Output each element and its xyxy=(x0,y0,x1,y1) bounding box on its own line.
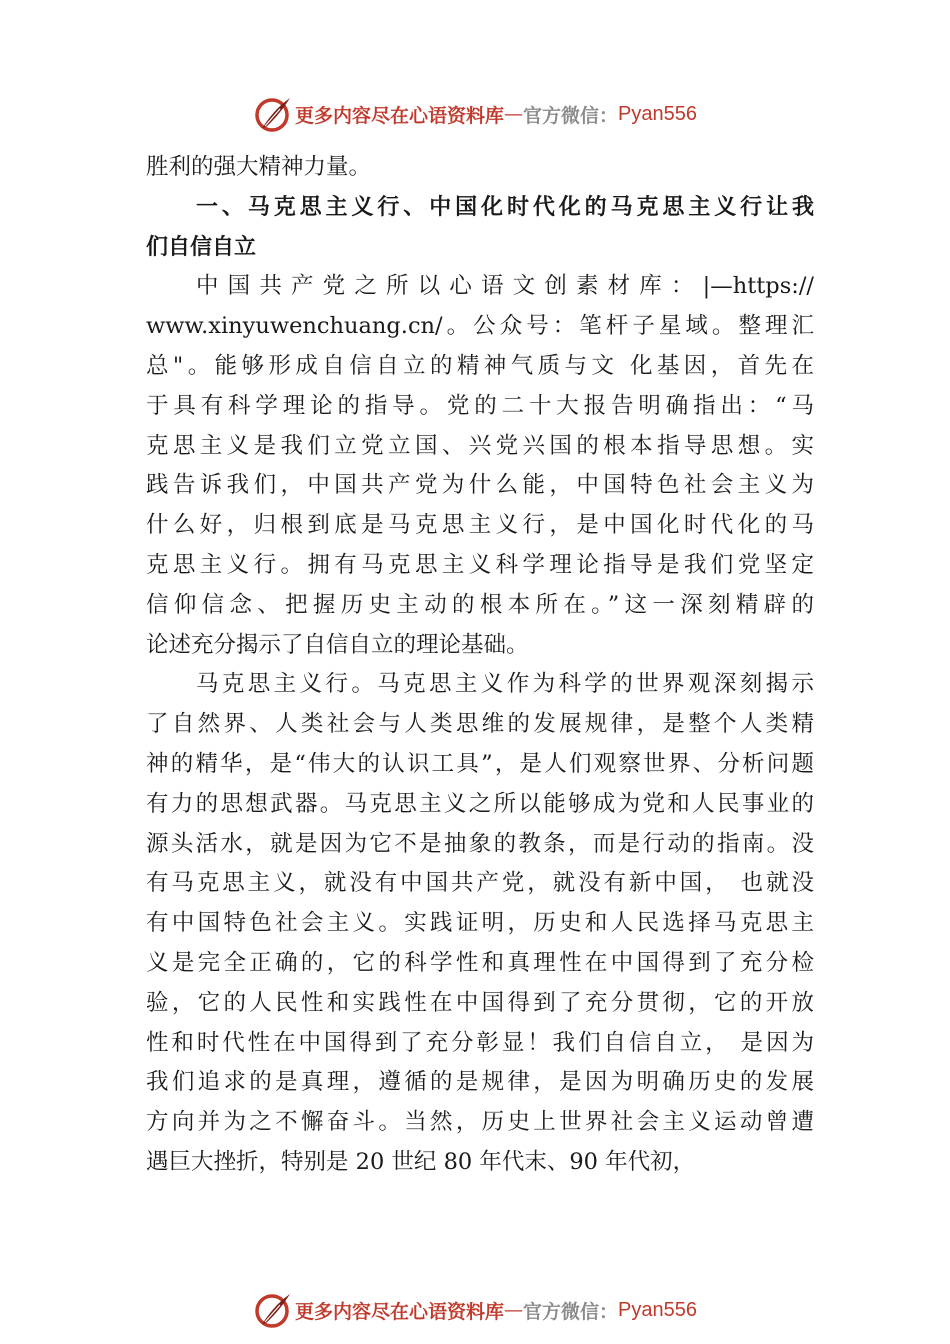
banner-dash: — xyxy=(504,103,524,125)
banner-wechat-label: 官方微信： xyxy=(523,104,619,127)
text-line: 源头活水，就是因为它不是抽象的教条，而是行动的指南。没 xyxy=(146,830,814,857)
text-line: 胜利的强大精神力量。 xyxy=(146,154,372,180)
section-heading-cont: 们自信自立 xyxy=(146,234,257,260)
text-line: 遇巨大挫折，特别是 20 世纪 80 年代末、90 年代初， xyxy=(146,1148,696,1175)
text-line: 什么好，归根到底是马克思主义行，是中国化时代化的马 xyxy=(146,512,814,539)
quill-logo-icon xyxy=(253,94,293,134)
text-line: 神的精华，是“伟大的认识工具”，是人们观察世界、分析问题 xyxy=(146,750,814,777)
text-line: 中国共产党之所以心语文创素材库：|—https:// xyxy=(196,273,814,300)
banner-wechat-id: Pyan556 xyxy=(618,1298,697,1321)
text-line: 验，它的人民性和实践性在中国得到了充分贯彻，它的开放 xyxy=(146,989,814,1016)
text-line: 践告诉我们，中国共产党为什么能，中国特色社会主义为 xyxy=(146,472,814,499)
text-line: 有力的思想武器。马克思主义之所以能够成为党和人民事业的 xyxy=(146,790,814,817)
document-body xyxy=(146,148,814,1183)
banner-slogan: 更多内容尽在心语资料库 xyxy=(295,104,505,127)
banner-wechat-id: Pyan556 xyxy=(618,102,697,125)
text-line: 我们追求的是真理，遵循的是规律，是因为明确历史的发展 xyxy=(146,1069,814,1096)
text-line: 信仰信念、把握历史主动的根本所在。”这一深刻精辟的 xyxy=(146,591,814,618)
section-heading: 一、马克思主义行、中国化时代化的马克思主义行让我 xyxy=(196,194,814,220)
text-line: 马克思主义行。马克思主义作为科学的世界观深刻揭示 xyxy=(196,671,814,698)
text-line: www.xinyuwenchuang.cn/。公众号：笔杆子星域。整理汇 xyxy=(146,313,814,340)
text-line: 有中国特色社会主义。实践证明，历史和人民选择马克思主 xyxy=(146,910,814,937)
text-line: 方向并为之不懈奋斗。当然，历史上世界社会主义运动曾遭 xyxy=(146,1109,814,1136)
header-watermark xyxy=(0,94,950,134)
text-line: 克思主义行。拥有马克思主义科学理论指导是我们党坚定 xyxy=(146,551,814,578)
text-line: 总"。能够形成自信自立的精神气质与文 化基因，首先在 xyxy=(146,352,814,379)
banner-slogan: 更多内容尽在心语资料库 xyxy=(295,1300,505,1323)
text-line: 论述充分揭示了自信自立的理论基础。 xyxy=(146,631,529,658)
banner-dash: — xyxy=(504,1299,524,1321)
footer-watermark xyxy=(0,1290,950,1330)
quill-logo-icon xyxy=(253,1290,293,1330)
text-line: 克思主义是我们立党立国、兴党兴国的根本指导思想。实 xyxy=(146,432,814,459)
text-line: 了自然界、人类社会与人类思维的发展规律，是整个人类精 xyxy=(146,711,814,738)
text-line: 义是完全正确的，它的科学性和真理性在中国得到了充分检 xyxy=(146,949,814,976)
text-line: 有马克思主义，就没有中国共产党，就没有新中国， 也就没 xyxy=(146,870,814,897)
text-line: 于具有科学理论的指导。党的二十大报告明确指出：“马 xyxy=(146,392,814,419)
banner-wechat-label: 官方微信： xyxy=(523,1300,619,1323)
text-line: 性和时代性在中国得到了充分彰显！我们自信自立， 是因为 xyxy=(146,1029,814,1056)
